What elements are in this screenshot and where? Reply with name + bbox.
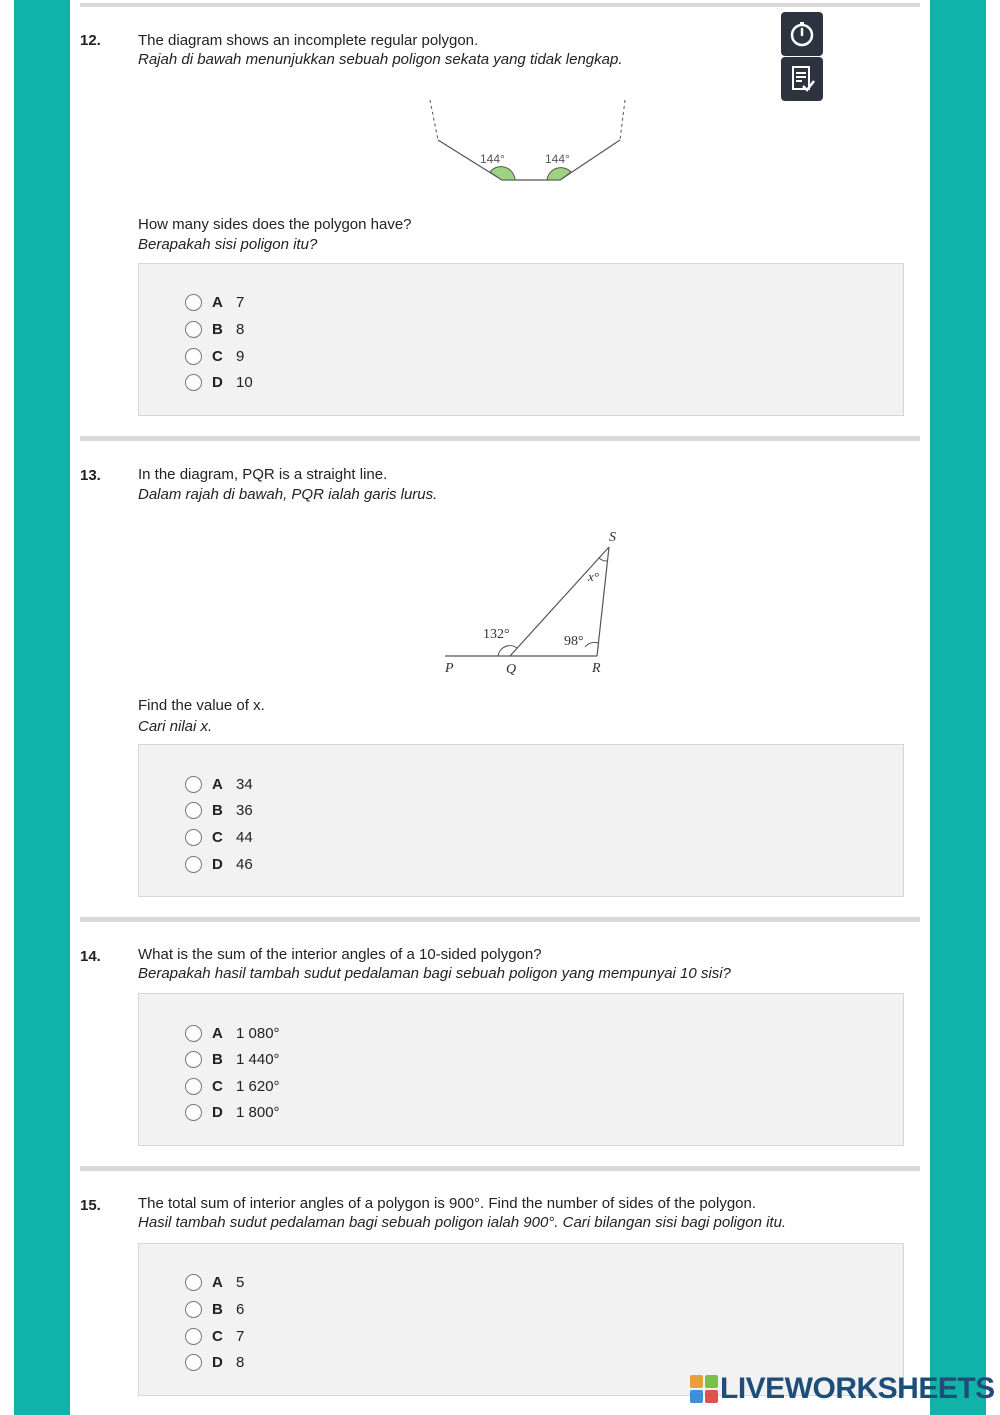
option-b[interactable] bbox=[185, 800, 253, 820]
option-value: 5 bbox=[236, 1273, 245, 1291]
check-answers-icon bbox=[788, 64, 816, 94]
option-value: 7 bbox=[236, 293, 245, 311]
angle-marker-left bbox=[490, 167, 515, 180]
check-answers-button[interactable] bbox=[781, 57, 823, 101]
stopwatch-icon bbox=[788, 20, 816, 48]
option-c[interactable] bbox=[185, 827, 253, 847]
option-b[interactable] bbox=[185, 1299, 244, 1319]
question-prompt: How many sides does the polygon have? bbox=[138, 216, 412, 233]
option-c[interactable] bbox=[185, 1076, 280, 1096]
option-b[interactable] bbox=[185, 1049, 280, 1069]
option-letter: D bbox=[212, 373, 223, 391]
right-accent-bar bbox=[930, 0, 986, 1415]
radio-button[interactable] bbox=[185, 829, 202, 846]
angle-arc-r bbox=[585, 642, 598, 647]
option-value: 8 bbox=[236, 1353, 245, 1371]
left-accent-bar bbox=[14, 0, 70, 1415]
question-text: The total sum of interior angles of a polygon is 900°. Find the number of sides of the polygon. bbox=[138, 1195, 757, 1212]
option-letter: A bbox=[212, 1024, 223, 1042]
option-letter: A bbox=[212, 775, 223, 793]
radio-button[interactable] bbox=[185, 294, 202, 311]
option-a[interactable] bbox=[185, 1023, 280, 1043]
question-number: 12. bbox=[80, 32, 101, 49]
option-c[interactable] bbox=[185, 1326, 244, 1346]
question-prompt: Find the value of x. bbox=[138, 697, 265, 714]
question-text-malay: Dalam rajah di bawah, PQR ialah garis lurus. bbox=[138, 486, 438, 503]
question-number: 13. bbox=[80, 467, 101, 484]
radio-button[interactable] bbox=[185, 776, 202, 793]
question-text: In the diagram, PQR is a straight line. bbox=[138, 466, 388, 483]
option-letter: C bbox=[212, 1327, 223, 1345]
question-number: 14. bbox=[80, 948, 101, 965]
option-letter: C bbox=[212, 347, 223, 365]
label-x: x° bbox=[588, 569, 599, 584]
timer-button[interactable] bbox=[781, 12, 823, 56]
label-s: S bbox=[609, 530, 616, 545]
option-value: 7 bbox=[236, 1327, 245, 1345]
option-value: 36 bbox=[236, 801, 253, 819]
option-a[interactable] bbox=[185, 292, 244, 312]
triangle-diagram bbox=[435, 525, 635, 680]
option-d[interactable] bbox=[185, 372, 253, 392]
option-value: 44 bbox=[236, 828, 253, 846]
option-c[interactable] bbox=[185, 346, 244, 366]
option-letter: D bbox=[212, 855, 223, 873]
angle-marker-right bbox=[547, 168, 571, 180]
radio-button[interactable] bbox=[185, 1274, 202, 1291]
label-r: R bbox=[592, 661, 601, 676]
question-text-malay: Rajah di bawah menunjukkan sebuah poligon sekata yang tidak lengkap. bbox=[138, 51, 623, 68]
angle-arc-s bbox=[599, 558, 608, 561]
option-d[interactable] bbox=[185, 854, 253, 874]
option-d[interactable] bbox=[185, 1352, 244, 1372]
radio-button[interactable] bbox=[185, 374, 202, 391]
radio-button[interactable] bbox=[185, 1354, 202, 1371]
question-divider bbox=[80, 436, 920, 441]
option-letter: C bbox=[212, 1077, 223, 1095]
option-b[interactable] bbox=[185, 319, 244, 339]
radio-button[interactable] bbox=[185, 1078, 202, 1095]
options-box bbox=[138, 744, 904, 897]
radio-button[interactable] bbox=[185, 1051, 202, 1068]
label-angle-r: 98° bbox=[564, 634, 584, 649]
dashed-side-right bbox=[620, 100, 625, 140]
option-a[interactable] bbox=[185, 774, 253, 794]
label-angle-q: 132° bbox=[483, 627, 510, 642]
question-text: What is the sum of the interior angles of a 10-sided polygon? bbox=[138, 946, 542, 963]
option-letter: B bbox=[212, 1300, 223, 1318]
option-letter: B bbox=[212, 320, 223, 338]
dashed-side-left bbox=[430, 100, 438, 140]
logo-mark-icon bbox=[690, 1375, 718, 1403]
question-prompt-malay: Cari nilai x. bbox=[138, 718, 213, 735]
line-qs bbox=[510, 547, 609, 656]
logo-text: LIVEWORKSHEETS bbox=[720, 1372, 995, 1405]
option-value: 10 bbox=[236, 373, 253, 391]
question-number: 15. bbox=[80, 1197, 101, 1214]
option-letter: D bbox=[212, 1353, 223, 1371]
options-box bbox=[138, 993, 904, 1146]
question-divider bbox=[80, 1166, 920, 1171]
top-divider bbox=[80, 3, 920, 7]
option-value: 1 620° bbox=[236, 1077, 280, 1095]
option-letter: A bbox=[212, 293, 223, 311]
option-value: 9 bbox=[236, 347, 245, 365]
liveworksheets-logo[interactable] bbox=[690, 1372, 995, 1406]
radio-button[interactable] bbox=[185, 1301, 202, 1318]
angle-label-right: 144° bbox=[545, 152, 570, 166]
option-value: 1 440° bbox=[236, 1050, 280, 1068]
label-q: Q bbox=[506, 662, 517, 677]
angle-label-left: 144° bbox=[480, 152, 505, 166]
radio-button[interactable] bbox=[185, 1104, 202, 1121]
option-letter: C bbox=[212, 828, 223, 846]
polygon-sides bbox=[438, 140, 620, 180]
option-value: 8 bbox=[236, 320, 245, 338]
option-value: 46 bbox=[236, 855, 253, 873]
option-value: 34 bbox=[236, 775, 253, 793]
option-letter: D bbox=[212, 1103, 223, 1121]
question-text-malay: Hasil tambah sudut pedalaman bagi sebuah poligon ialah 900°. Cari bilangan sisi bagi poligon itu. bbox=[138, 1214, 787, 1231]
label-p: P bbox=[445, 661, 454, 676]
question-text: The diagram shows an incomplete regular polygon. bbox=[138, 32, 479, 49]
option-value: 1 080° bbox=[236, 1024, 280, 1042]
radio-button[interactable] bbox=[185, 856, 202, 873]
radio-button[interactable] bbox=[185, 321, 202, 338]
option-letter: A bbox=[212, 1273, 223, 1291]
options-box bbox=[138, 263, 904, 416]
option-a[interactable] bbox=[185, 1272, 244, 1292]
radio-button[interactable] bbox=[185, 1025, 202, 1042]
option-letter: B bbox=[212, 1050, 223, 1068]
question-prompt-malay: Berapakah sisi poligon itu? bbox=[138, 236, 318, 253]
radio-button[interactable] bbox=[185, 1328, 202, 1345]
option-d[interactable] bbox=[185, 1102, 280, 1122]
radio-button[interactable] bbox=[185, 348, 202, 365]
option-value: 6 bbox=[236, 1300, 245, 1318]
question-text-malay: Berapakah hasil tambah sudut pedalaman bagi sebuah poligon yang mempunyai 10 sisi? bbox=[138, 965, 731, 982]
question-divider bbox=[80, 917, 920, 922]
option-letter: B bbox=[212, 801, 223, 819]
radio-button[interactable] bbox=[185, 802, 202, 819]
line-sr bbox=[597, 547, 609, 656]
option-value: 1 800° bbox=[236, 1103, 280, 1121]
polygon-diagram bbox=[420, 95, 640, 190]
